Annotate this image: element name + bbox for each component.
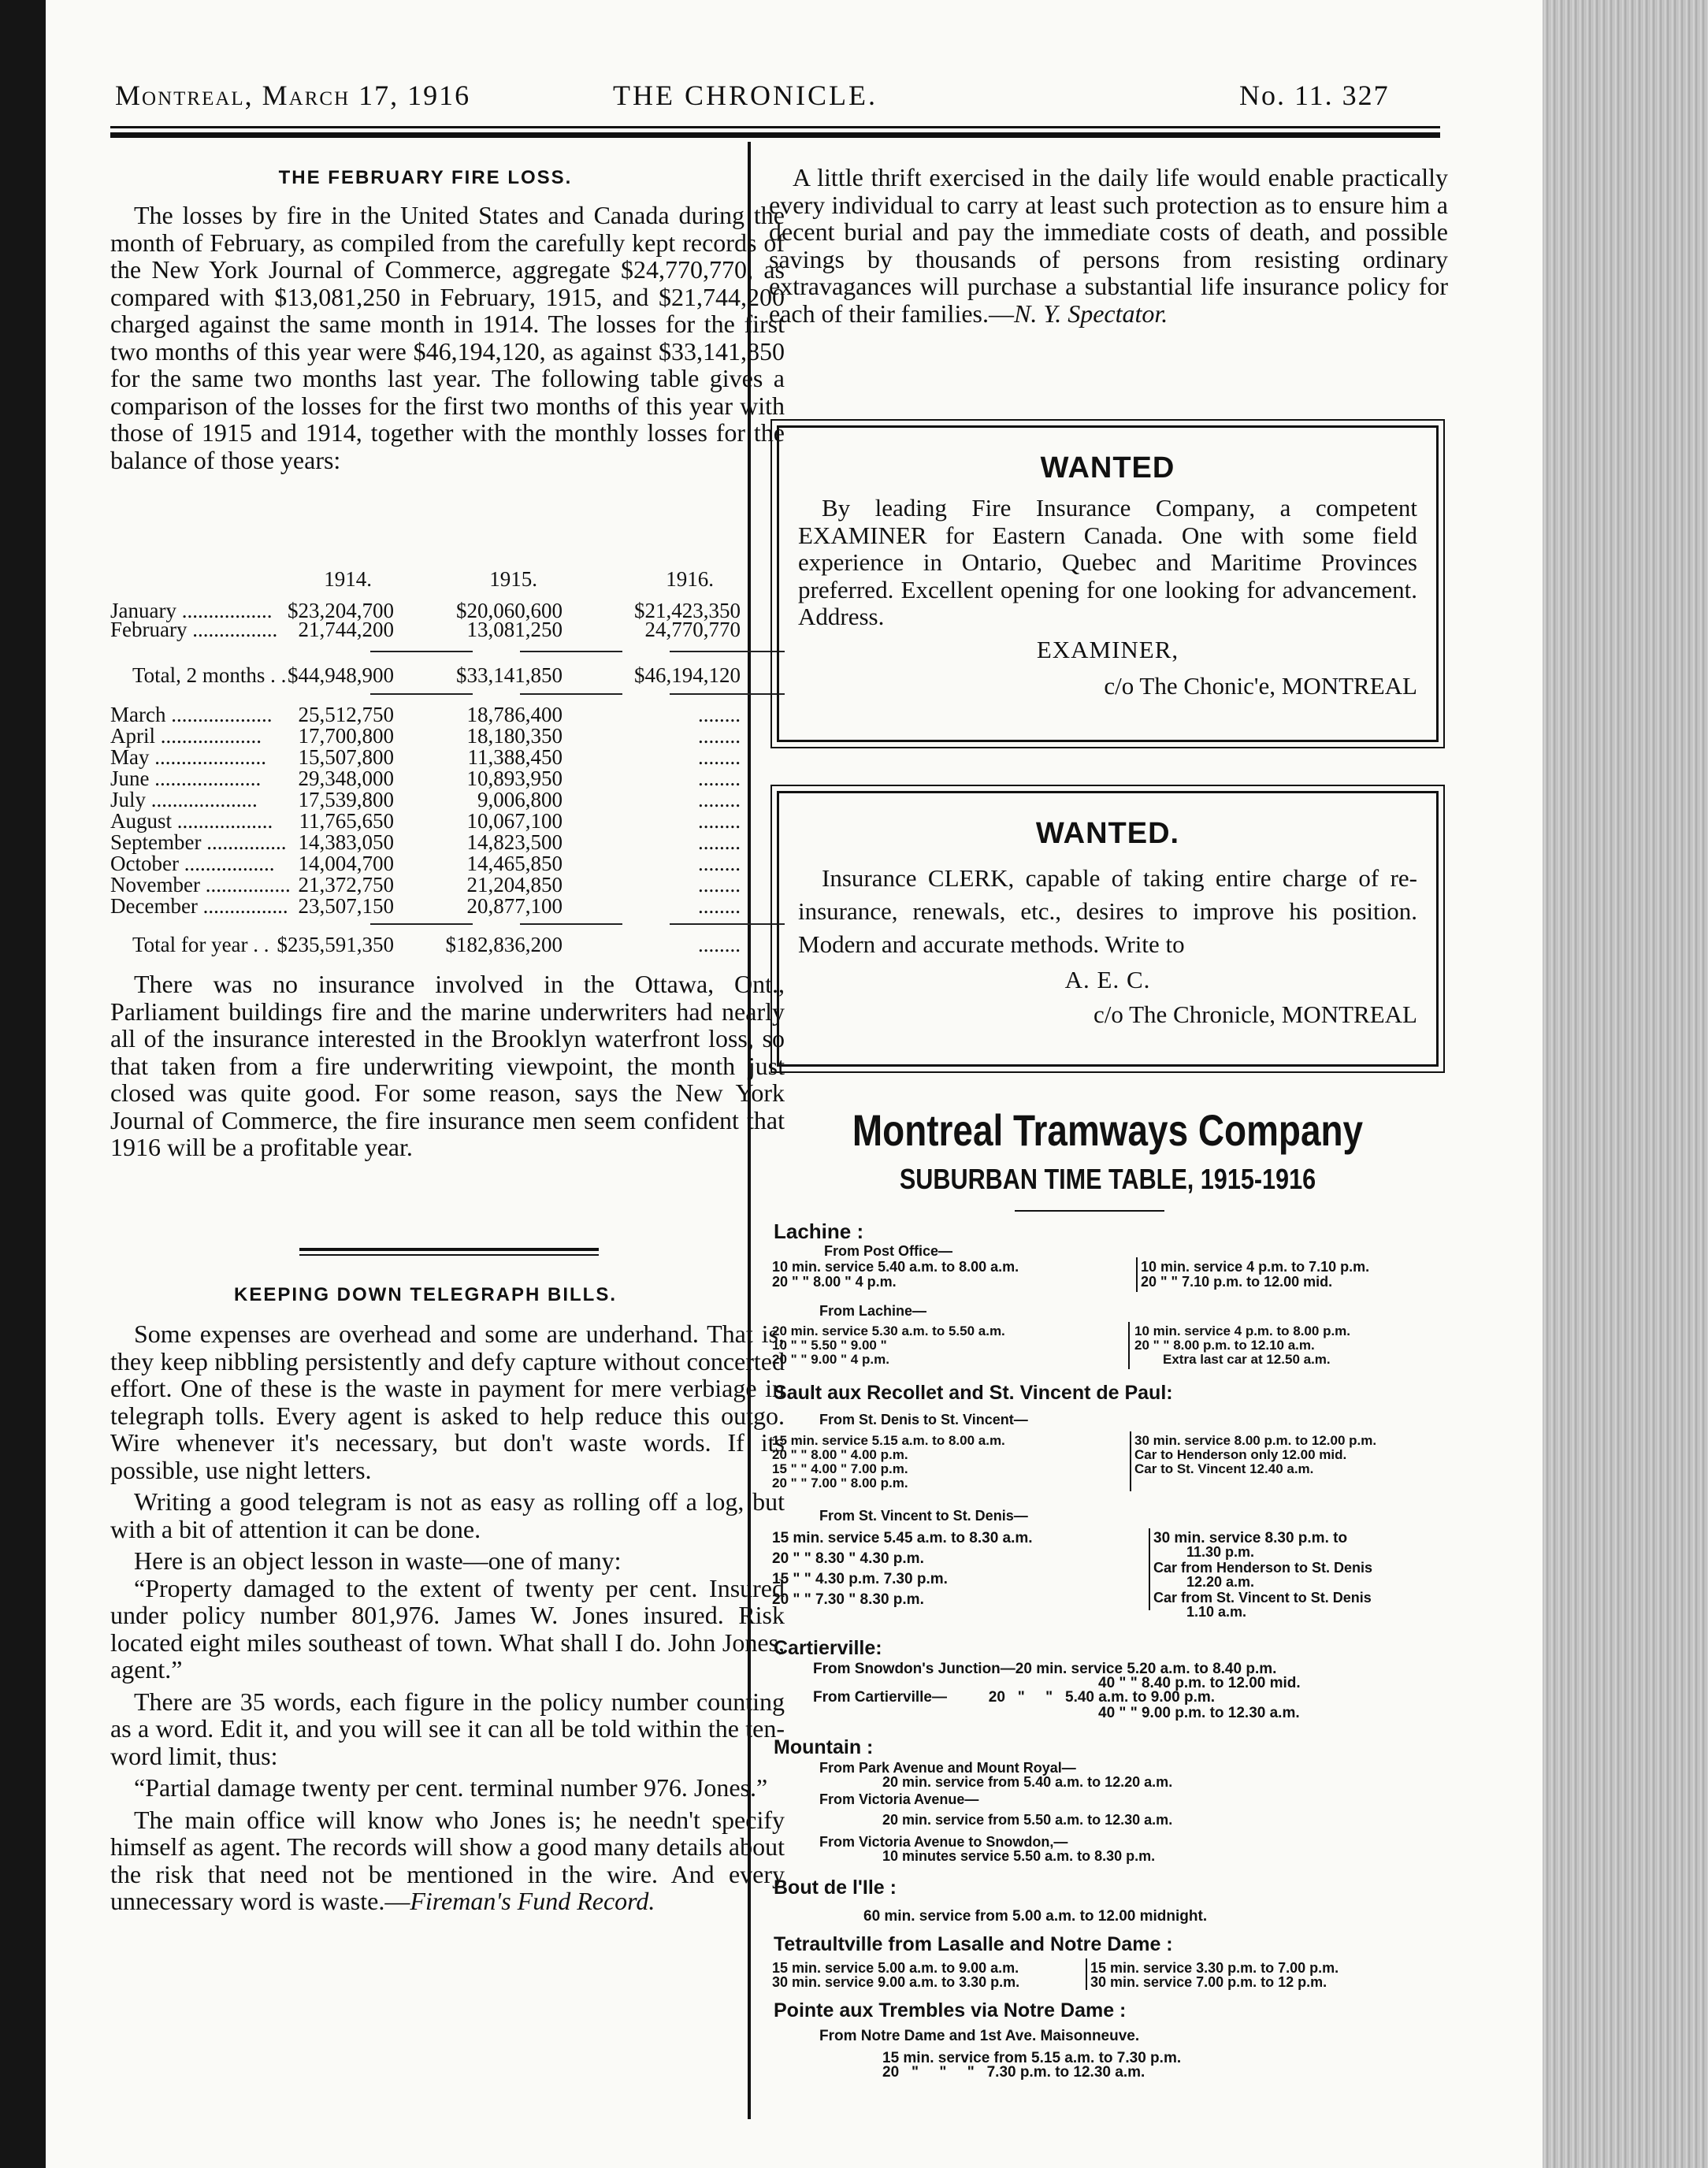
value-1915: 9,006,800 [477, 788, 563, 811]
table-rule [520, 651, 622, 652]
value-1915: 18,180,350 [466, 724, 563, 748]
value-1916: ........ [698, 894, 741, 918]
year-1916: 1916. [666, 567, 714, 591]
sault-left2-2: 20 " " 8.30 " 4.30 p.m. [772, 1550, 924, 1567]
wanted-ad-2-name: A. E. C. [1064, 966, 1151, 993]
telegraph-para-4: “Property damaged to the extent of twenty per cent. Insured under policy number 801,976. James W. Jones insured. Risk located eight miles southeast of town. What shall I do. John Jones, agent.” [110, 1573, 785, 1684]
thrift-article: A little thrift exercised in the daily life would enable practically every individual to carry at least such protection as to ensure him a decent burial and pay the immediate costs of death, and possible savings by thousands of persons from resisting ordinary extravagances will purchase a substantial life insurance policy for each of their families.—N. Y. Spectator. [769, 163, 1448, 328]
telegraph-para-3: Here is an object lesson in waste—one of many: [134, 1546, 622, 1575]
header-issue-page: No. 11. 327 [1239, 80, 1390, 111]
value-1916: ........ [698, 745, 741, 769]
thrift-text: A little thrift exercised in the daily life would enable practically every individual to carry at least such protection as to ensure him a decent burial and pay the immediate costs of death, and possible savings by thousands of persons from resisting ordinary extravagances will purchase a substantial life insurance policy for each of their families. [769, 163, 1448, 328]
fire-loss-table [110, 567, 785, 961]
newspaper-page [46, 0, 1543, 2168]
table-row [110, 830, 741, 854]
value-1914: 11,765,650 [299, 809, 394, 833]
value-1915: 10,893,950 [466, 767, 563, 790]
table-row [110, 745, 741, 769]
tramways-subtitle: SUBURBAN TIME TABLE, 1915-1916 [899, 1163, 1316, 1195]
fire-loss-heading: THE FEBRUARY FIRE LOSS. [278, 167, 573, 188]
pointe-line-1: From Notre Dame and 1st Ave. Maisonneuve. [819, 2028, 1140, 2044]
section-rule [299, 1248, 599, 1251]
lachine-po-right-2: 20 " " 7.10 p.m. to 12.00 mid. [1141, 1274, 1333, 1290]
year-1915: 1915. [489, 567, 537, 591]
value-1916: ........ [698, 852, 741, 875]
sault-heading: Sault aux Recollet and St. Vincent de Paul: [774, 1382, 1173, 1404]
value-1915: 18,786,400 [466, 703, 563, 726]
value-1914: $44,948,900 [288, 663, 394, 687]
sault-left1-4: 20 " " 7.00 " 8.00 p.m. [772, 1476, 908, 1490]
telegraph-source: Fireman's Fund Record. [410, 1887, 655, 1915]
wanted-ad-examiner [777, 425, 1439, 742]
value-1914: 21,372,750 [298, 873, 394, 897]
telegraph-para-7: The main office will know who Jones is; he needn't specify himself as agent. The records will show a good many details about the risk that need not be mentioned in the wire. And every unnecessary word is waste.—Fireman's Fund Record. [110, 1805, 785, 1915]
value-1916: ........ [698, 809, 741, 833]
lachine-la-left-3: 20 " " 9.00 " 4 p.m. [772, 1352, 889, 1367]
tetraultville-left-1: 15 min. service 5.00 a.m. to 9.00 a.m. [772, 1960, 1019, 1976]
mountain-line-1: From Park Avenue and Mount Royal— [819, 1760, 1076, 1776]
row-label: April ................... [110, 724, 262, 748]
lachine-la-left-1: 20 min. service 5.30 a.m. to 5.50 a.m. [772, 1323, 1005, 1338]
timetable [772, 1216, 1450, 2107]
table-rule [370, 693, 473, 695]
sault-right1-3: Car to St. Vincent 12.40 a.m. [1134, 1461, 1314, 1476]
mountain-line-2: 20 min. service from 5.40 a.m. to 12.20 a.m. [882, 1774, 1173, 1790]
table-rule [670, 651, 785, 652]
table-row [110, 873, 741, 897]
wanted-ad-2-title: WANTED. [1035, 817, 1180, 850]
table-row [110, 809, 741, 833]
table-year-header [110, 567, 741, 591]
value-1916: ........ [698, 703, 741, 726]
telegraph-article [110, 1320, 785, 1915]
value-1915: 10,067,100 [466, 809, 563, 833]
value-1915: 11,388,450 [467, 745, 563, 769]
sault-divider-2 [1149, 1528, 1150, 1610]
telegraph-para-6: “Partial damage twenty per cent. terminal number 976. Jones.” [134, 1773, 768, 1802]
sault-from-st-vincent: From St. Vincent to St. Denis— [819, 1508, 1028, 1524]
value-1915: $182,836,200 [445, 933, 563, 956]
tetraultville-heading: Tetraultville from Lasalle and Notre Dame : [774, 1933, 1173, 1955]
value-1915: 21,204,850 [466, 873, 563, 897]
lachine-la-divider [1128, 1322, 1130, 1369]
sault-right2-5: Car from St. Vincent to St. Denis [1153, 1590, 1372, 1606]
mountain-heading: Mountain : [774, 1736, 874, 1758]
table-row [110, 724, 741, 748]
value-1915: 14,823,500 [466, 830, 563, 854]
header-masthead: THE CHRONICLE. [613, 80, 878, 111]
lachine-heading: Lachine : [774, 1220, 864, 1243]
table-total-row [110, 663, 741, 687]
pointe-aux-trembles-heading: Pointe aux Trembles via Notre Dame : [774, 1999, 1127, 2021]
mountain-line-6: 10 minutes service 5.50 a.m. to 8.30 p.m. [882, 1848, 1156, 1864]
wanted-ad-1-name: EXAMINER, [1036, 635, 1179, 663]
value-1914: 14,383,050 [298, 830, 394, 854]
pointe-line-2: 15 min. service from 5.15 a.m. to 7.30 p.m. [882, 2050, 1182, 2066]
section-rule-thin [299, 1254, 599, 1256]
value-1914: 17,539,800 [298, 788, 394, 811]
lachine-la-right-2: 20 " " 8.00 p.m. to 12.10 a.m. [1134, 1338, 1315, 1353]
value-1914: 17,700,800 [298, 724, 394, 748]
header-dateline: Montreal, March 17, 1916 [115, 80, 471, 111]
value-1915: 20,877,100 [466, 894, 563, 918]
tetraultville-right-1: 15 min. service 3.30 p.m. to 7.00 p.m. [1090, 1960, 1339, 1976]
lachine-la-right-3: Extra last car at 12.50 a.m. [1163, 1352, 1331, 1367]
table-row [110, 767, 741, 790]
cartierville-row-2: 40 " " 8.40 p.m. to 12.00 mid. [1098, 1675, 1301, 1691]
cartierville-row-3: From Cartierville— 20 " " 5.40 a.m. to 9.00 p.m. [813, 1689, 1216, 1706]
row-label: May ..................... [110, 745, 266, 769]
lachine-from-lachine: From Lachine— [819, 1303, 927, 1319]
lachine-po-left-2: 20 " " 8.00 " 4 p.m. [772, 1274, 897, 1290]
fire-loss-intro: The losses by fire in the United States and Canada during the month of February, as compiled from the carefully kept records of the New York Journal of Commerce, aggregate $24,770,770, as compared with $13,081,250 in February, 1915, and $21,744,200 charged against the same month in 1914. The losses for the first two months of this year were $46,194,120, as against $33,141,850 for the same two months last year. The following table gives a comparison of the losses for the first two months of this year with those of 1915 and 1914, together with the monthly losses for the balance of those years: [110, 201, 785, 474]
row-label: December ................ [110, 894, 288, 918]
sault-right1-1: 30 min. service 8.00 p.m. to 12.00 p.m. [1134, 1433, 1377, 1448]
row-label: September ............... [110, 830, 287, 854]
value-1916: 24,770,770 [644, 618, 741, 641]
cartierville-heading: Cartierville: [774, 1637, 882, 1659]
row-label: October ................. [110, 852, 275, 875]
telegraph-para-1: Some expenses are overhead and some are underhand. That is, they keep nibbling persistently and defy capture without concerted effort. One of these is the waste in payment for mere verbiage in telegraph tolls. Every agent is asked to help reduce this outgo. Wire whenever it's necessary, but don't waste words. If its possible, use night letters. [110, 1320, 785, 1484]
wanted-ad-1-body: By leading Fire Insurance Company, a competent EXAMINER for Eastern Canada. One with some field experience in Ontario, Quebec and Maritime Provinces preferred. Excellent opening for one looking for advancement. Address. [798, 494, 1417, 630]
thrift-source: N. Y. Spectator. [1013, 299, 1168, 328]
row-label: July .................... [110, 788, 258, 811]
sault-left2-4: 20 " " 7.30 " 8.30 p.m. [772, 1591, 924, 1608]
cartierville-row-1: From Snowdon's Junction—20 min. service 5.20 a.m. to 8.40 p.m. [813, 1661, 1277, 1677]
table-row [110, 618, 741, 641]
mountain-line-5: From Victoria Avenue to Snowdon,— [819, 1834, 1068, 1850]
sault-left1-3: 15 " " 4.00 " 7.00 p.m. [772, 1461, 908, 1476]
row-label: February ................ [110, 618, 278, 641]
sault-divider-1 [1130, 1431, 1131, 1491]
header-rule-thick [110, 132, 1440, 138]
telegraph-para-5: There are 35 words, each figure in the policy number counting as a word. Edit it, and you will see it can all be told within the ten-word limit, thus: [110, 1687, 785, 1770]
value-1916: ........ [698, 873, 741, 897]
sault-left2-1: 15 min. service 5.45 a.m. to 8.30 a.m. [772, 1530, 1033, 1546]
bout-de-lile-heading: Bout de l'Ile : [774, 1877, 897, 1899]
pointe-line-3: 20 " " " 7.30 p.m. to 12.30 a.m. [882, 2064, 1145, 2081]
value-1916: $21,423,350 [634, 599, 741, 622]
lachine-po-right-1: 10 min. service 4 p.m. to 7.10 p.m. [1141, 1259, 1370, 1275]
table-total-row [110, 933, 741, 956]
lachine-po-divider [1136, 1257, 1138, 1292]
book-binding-edge [1543, 0, 1708, 2168]
sault-right2-1: 30 min. service 8.30 p.m. to [1153, 1530, 1348, 1546]
value-1914: 14,004,700 [298, 852, 394, 875]
wanted-ad-2-body: Insurance CLERK, capable of taking entire charge of re-insurance, renewals, etc., desires to improve his position. Modern and accurate methods. Write to [798, 864, 1417, 958]
sault-right2-3: Car from Henderson to St. Denis [1153, 1560, 1373, 1576]
sault-right2-2: 11.30 p.m. [1186, 1544, 1255, 1560]
sault-left1-2: 20 " " 8.00 " 4.00 p.m. [772, 1447, 908, 1462]
row-label: March ................... [110, 703, 273, 726]
value-1915: $20,060,600 [456, 599, 563, 622]
row-label: Total for year . . [132, 933, 269, 956]
mountain-line-3: From Victoria Avenue— [819, 1791, 979, 1807]
wanted-ad-clerk [777, 791, 1439, 1067]
value-1916: ........ [698, 724, 741, 748]
row-label: June .................... [110, 767, 262, 790]
sault-from-st-denis: From St. Denis to St. Vincent— [819, 1412, 1028, 1427]
tetraultville-right-2: 30 min. service 7.00 p.m. to 12 p.m. [1090, 1974, 1327, 1990]
wanted-ad-1-address: c/o The Chonic'e, MONTREAL [1104, 671, 1417, 700]
telegraph-para-2: Writing a good telegram is not as easy as rolling off a log, but with a bit of attention it can be done. [110, 1487, 785, 1543]
value-1915: 14,465,850 [466, 852, 563, 875]
table-rule [670, 923, 785, 925]
value-1914: 15,507,800 [298, 745, 394, 769]
table-row [110, 894, 741, 918]
header-rule-thin [110, 126, 1440, 128]
tramways-title: Montreal Tramways Company [852, 1105, 1364, 1155]
value-1914: 29,348,000 [298, 767, 394, 790]
telegraph-heading: KEEPING DOWN TELEGRAPH BILLS. [233, 1284, 617, 1305]
sault-right2-4: 12.20 a.m. [1186, 1574, 1255, 1590]
sault-left2-3: 15 " " 4.30 p.m. 7.30 p.m. [772, 1571, 948, 1587]
value-1916: $46,194,120 [634, 663, 741, 687]
table-rule [670, 693, 785, 695]
tetraultville-divider [1086, 1958, 1087, 1990]
mountain-line-4: 20 min. service from 5.50 a.m. to 12.30 a.m. [882, 1812, 1173, 1828]
row-label: Total, 2 months . . [132, 663, 287, 687]
tetraultville-left-2: 30 min. service 9.00 a.m. to 3.30 p.m. [772, 1974, 1020, 1990]
cartierville-row-4: 40 " " 9.00 p.m. to 12.30 a.m. [1098, 1705, 1300, 1721]
sault-left1-1: 15 min. service 5.15 a.m. to 8.00 a.m. [772, 1433, 1005, 1448]
value-1916: ........ [698, 767, 741, 790]
telegraph-para-7-text: The main office will know who Jones is; he needn't specify himself as agent. The records will show a good many details about the risk that need not be mentioned in the wire. And every unnecessary word is waste. [110, 1805, 785, 1915]
value-1916: ........ [698, 933, 741, 956]
sault-right2-6: 1.10 a.m. [1186, 1604, 1247, 1620]
year-1914: 1914. [324, 567, 372, 591]
table-rule [370, 923, 473, 925]
lachine-la-right-1: 10 min. service 4 p.m. to 8.00 p.m. [1134, 1323, 1351, 1338]
lachine-po-left-1: 10 min. service 5.40 a.m. to 8.00 a.m. [772, 1259, 1019, 1275]
table-rule [370, 651, 473, 652]
value-1914: 25,512,750 [298, 703, 394, 726]
tramways-rule [1015, 1210, 1164, 1212]
bout-de-lile-line: 60 min. service from 5.00 a.m. to 12.00 midnight. [863, 1908, 1208, 1925]
table-row [110, 788, 741, 811]
wanted-ad-2-address: c/o The Chronicle, MONTREAL [1093, 1000, 1417, 1028]
row-label: November ................ [110, 873, 291, 897]
row-label: January ................. [110, 599, 273, 622]
value-1916: ........ [698, 788, 741, 811]
table-row [110, 703, 741, 726]
table-row [110, 852, 741, 875]
value-1915: 13,081,250 [466, 618, 563, 641]
lachine-from-post-office: From Post Office— [824, 1243, 953, 1259]
wanted-ad-1-title: WANTED [1040, 451, 1175, 484]
value-1914: 23,507,150 [298, 894, 394, 918]
sault-right1-2: Car to Henderson only 12.00 mid. [1134, 1447, 1347, 1462]
value-1915: $33,141,850 [456, 663, 563, 687]
value-1914: $235,591,350 [277, 933, 394, 956]
lachine-la-left-2: 10 " " 5.50 " 9.00 " [772, 1338, 887, 1353]
value-1916: ........ [698, 830, 741, 854]
page-left-edge [0, 0, 46, 2168]
table-rule [520, 923, 622, 925]
row-label: August .................. [110, 809, 273, 833]
value-1914: $23,204,700 [288, 599, 394, 622]
fire-loss-closing: There was no insurance involved in the Ottawa, Ont., Parliament buildings fire and the marine underwriters had nearly all of the insurance interested in the Brooklyn waterfront loss, so that taken from a fire underwriting viewpoint, the month just closed was quite good. For some reason, says the New York Journal of Commerce, the fire insurance men seem confident that 1916 will be a profitable year. [110, 970, 785, 1161]
table-rule [520, 693, 622, 695]
value-1914: 21,744,200 [298, 618, 394, 641]
